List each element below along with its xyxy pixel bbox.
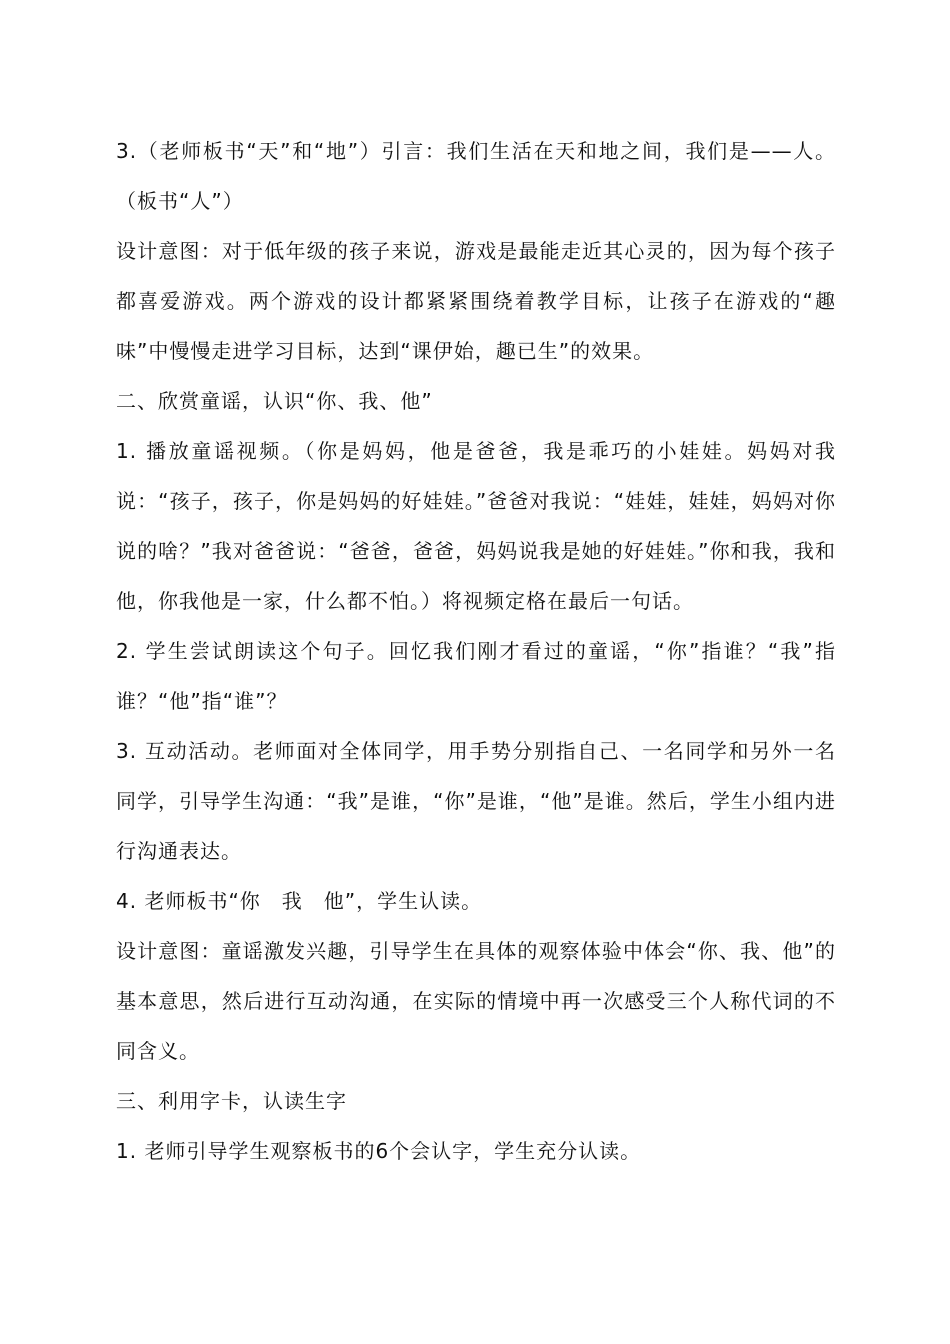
paragraph-step-1-cards: 1. 老师引导学生观察板书的6个会认字，学生充分认读。 [116,1139,642,1163]
paragraph-step-3-interaction: 3. 互动活动。老师面对全体同学，用手势分别指自己、一名同学和另外一名同学，引导学生沟通：“我”是谁，“你”是谁，“他”是谁。然后，学生小组内进行沟通表达。 [116,739,836,863]
section-heading-3: 三、利用字卡，认读生字 [116,1089,347,1113]
paragraph-step-4-board: 4. 老师板书“你 我 他”，学生认读。 [116,889,483,913]
paragraph-step-3-intro: 3.（老师板书“天”和“地”）引言：我们生活在天和地之间，我们是——人。（板书“人”） [116,139,836,213]
document-body [116,126,836,1176]
paragraph-design-intent-2: 设计意图：童谣激发兴趣，引导学生在具体的观察体验中体会“你、我、他”的基本意思，然后进行互动沟通，在实际的情境中再一次感受三个人称代词的不同含义。 [116,939,836,1063]
paragraph-step-2-reading: 2. 学生尝试朗读这个句子。回忆我们刚才看过的童谣，“你”指谁？“我”指谁？“他”指“谁”？ [116,639,836,713]
section-heading-2: 二、欣赏童谣，认识“你、我、他” [116,389,433,413]
paragraph-design-intent-1: 设计意图：对于低年级的孩子来说，游戏是最能走近其心灵的，因为每个孩子都喜爱游戏。两个游戏的设计都紧紧围绕着教学目标，让孩子在游戏的“趣味”中慢慢走进学习目标，达到“课伊始，趣已生”的效果。 [116,239,836,363]
paragraph-step-1-video: 1. 播放童谣视频。（你是妈妈，他是爸爸，我是乖巧的小娃娃。妈妈对我说：“孩子，孩子，你是妈妈的好娃娃。”爸爸对我说：“娃娃，娃娃，妈妈对你说的啥？”我对爸爸说：“爸爸，爸爸，妈妈说我是她的好娃娃。”你和我，我和他，你我他是一家，什么都不怕。）将视频定格在最后一句话。 [116,439,836,613]
